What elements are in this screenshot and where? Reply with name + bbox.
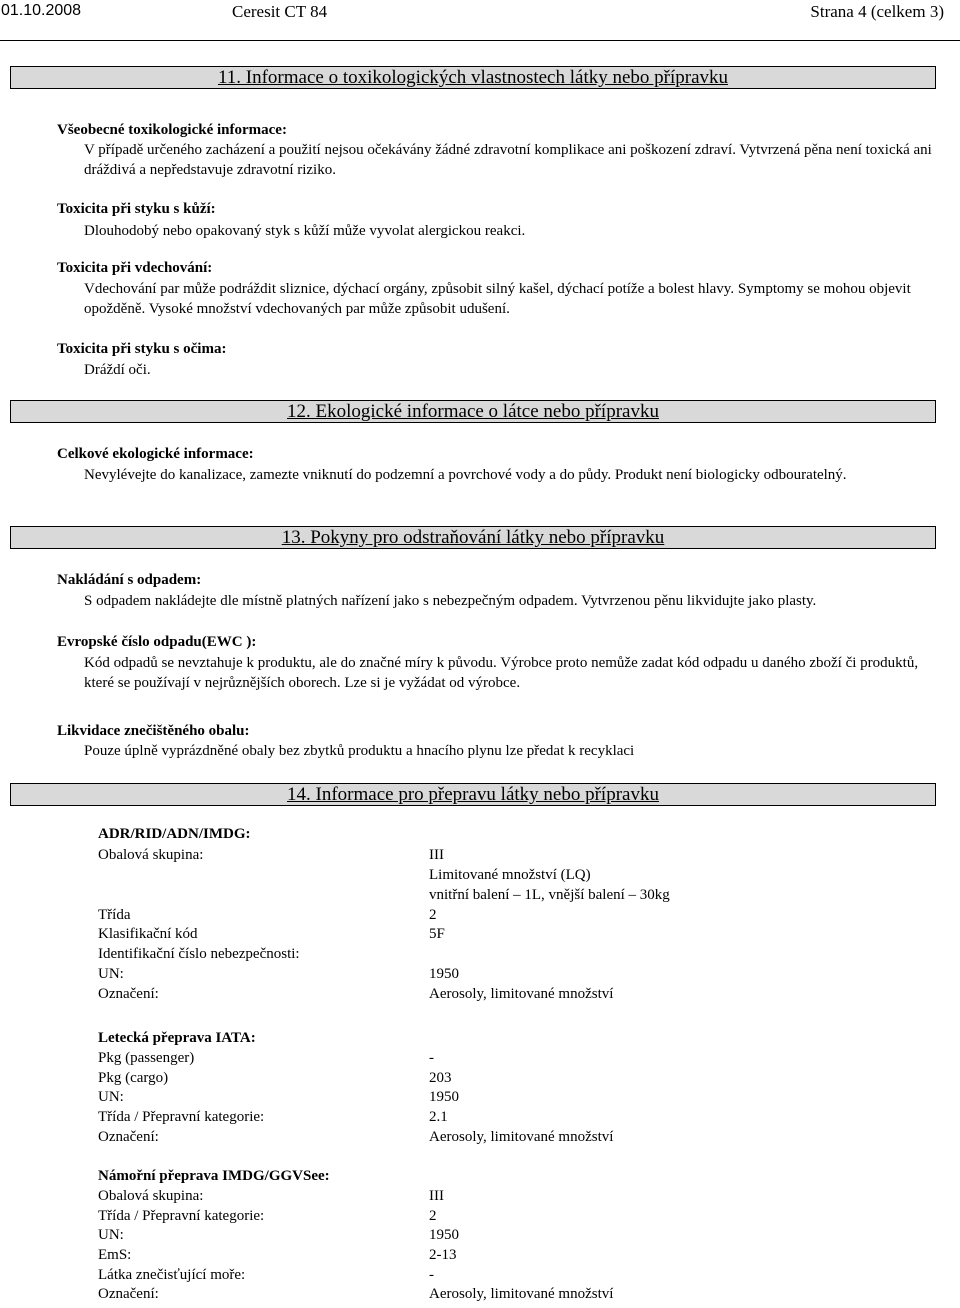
section-11-heading xyxy=(10,66,936,89)
transport-value: 1950 xyxy=(429,966,459,982)
inhalation-tox-label: Toxicita při vdechování: xyxy=(57,260,213,276)
imdg-title: Námořní přeprava IMDG/GGVSee: xyxy=(98,1168,330,1184)
inhalation-tox-text: Vdechování par může podráždit sliznice, dýchací orgány, způsobit silný kašel, dýchací potíže a bolest hlavy. Symptomy se mohou objevit opožděně. Vysoké množství vdechovaných par může způsobit udušení. xyxy=(84,281,911,317)
section-13-heading xyxy=(10,526,936,549)
transport-key: Označení: xyxy=(98,1286,159,1302)
transport-value: Aerosoly, limitované množství xyxy=(429,1286,614,1302)
section-14-heading xyxy=(10,783,936,806)
section-12-title: 12. Ekologické informace o látce nebo přípravku xyxy=(287,401,659,422)
transport-key: Identifikační číslo nebezpečnosti: xyxy=(98,946,300,962)
iata-title: Letecká přeprava IATA: xyxy=(98,1030,256,1046)
transport-value: - xyxy=(429,1050,434,1066)
header-product: Ceresit CT 84 xyxy=(232,2,328,21)
eco-info-text: Nevylévejte do kanalizace, zamezte vniknutí do podzemní a povrchové vody a do půdy. Produkt není biologicky odbouratelný. xyxy=(84,467,847,483)
transport-value: vnitřní balení – 1L, vnější balení – 30kg xyxy=(429,887,670,903)
transport-key: Obalová skupina: xyxy=(98,1188,204,1204)
eco-info-label: Celkové ekologické informace: xyxy=(57,446,254,462)
general-tox-text: V případě určeného zacházení a použití nejsou očekávány žádné zdravotní komplikace ani poškození zdraví. Vytvrzená pěna není toxická ani dráždivá a nepředstavuje zdravotní riziko. xyxy=(84,142,932,178)
transport-value: 2.1 xyxy=(429,1109,448,1125)
transport-key: Třída / Přepravní kategorie: xyxy=(98,1208,265,1224)
skin-tox-text: Dlouhodobý nebo opakovaný styk s kůží může vyvolat alergickou reakci. xyxy=(84,223,526,239)
transport-value: 5F xyxy=(429,926,445,942)
page-header xyxy=(0,0,960,24)
ewc-label: Evropské číslo odpadu(EWC ): xyxy=(57,634,257,650)
transport-value: 2 xyxy=(429,907,437,923)
header-divider xyxy=(0,40,960,41)
transport-key: EmS: xyxy=(98,1247,132,1263)
section-13-title: 13. Pokyny pro odstraňování látky nebo přípravku xyxy=(281,527,665,548)
skin-tox-label: Toxicita při styku s kůží: xyxy=(57,201,216,217)
transport-value: III xyxy=(429,1188,444,1204)
header-date: 01.10.2008 xyxy=(1,2,82,19)
waste-handling-text: S odpadem nakládejte dle místně platných nařízení jako s nebezpečným odpadem. Vytvrzenou pěnu likvidujte jako plasty. xyxy=(84,593,817,609)
packaging-disposal-label: Likvidace znečištěného obalu: xyxy=(57,723,250,739)
transport-value: 2-13 xyxy=(429,1247,457,1263)
waste-handling-label: Nakládání s odpadem: xyxy=(57,572,202,588)
ewc-text: Kód odpadů se nevztahuje k produktu, ale do značné míry k původu. Výrobce proto nemůže zadat kód odpadu u daného zboží či produktů, které se používají v nejrůznějších oborech. Lze si je vyžádat od výrobce. xyxy=(84,655,919,691)
transport-value: 2 xyxy=(429,1208,437,1224)
transport-key: Třída xyxy=(98,907,131,923)
transport-key: Pkg (passenger) xyxy=(98,1050,195,1066)
section-14-title: 14. Informace pro přepravu látky nebo přípravku xyxy=(287,784,659,805)
transport-value: III xyxy=(429,847,444,863)
transport-value: Limitované množství (LQ) xyxy=(429,867,591,883)
eye-tox-label: Toxicita při styku s očima: xyxy=(57,341,227,357)
transport-value: Aerosoly, limitované množství xyxy=(429,986,614,1002)
transport-key: UN: xyxy=(98,1089,124,1105)
transport-key: Označení: xyxy=(98,1129,159,1145)
eye-tox-text: Dráždí oči. xyxy=(84,362,151,378)
transport-value: Aerosoly, limitované množství xyxy=(429,1129,614,1145)
transport-value: 1950 xyxy=(429,1227,459,1243)
packaging-disposal-text: Pouze úplně vyprázdněné obaly bez zbytků produktu a hnacího plynu lze předat k recyklaci xyxy=(84,743,635,759)
transport-key: Označení: xyxy=(98,986,159,1002)
section-11-title: 11. Informace o toxikologických vlastnostech látky nebo přípravku xyxy=(217,67,729,88)
transport-key: UN: xyxy=(98,966,124,982)
transport-value: - xyxy=(429,1267,434,1283)
adr-title: ADR/RID/ADN/IMDG: xyxy=(98,826,251,842)
section-12-heading xyxy=(10,400,936,423)
transport-key: UN: xyxy=(98,1227,124,1243)
general-tox-label: Všeobecné toxikologické informace: xyxy=(57,122,287,138)
transport-key: Obalová skupina: xyxy=(98,847,204,863)
transport-value: 203 xyxy=(429,1070,452,1086)
transport-key: Látka znečisťující moře: xyxy=(98,1267,246,1283)
transport-key: Třída / Přepravní kategorie: xyxy=(98,1109,265,1125)
transport-value: 1950 xyxy=(429,1089,459,1105)
transport-key: Pkg (cargo) xyxy=(98,1070,169,1086)
transport-key: Klasifikační kód xyxy=(98,926,198,942)
header-page-number: Strana 4 (celkem 3) xyxy=(810,2,944,21)
